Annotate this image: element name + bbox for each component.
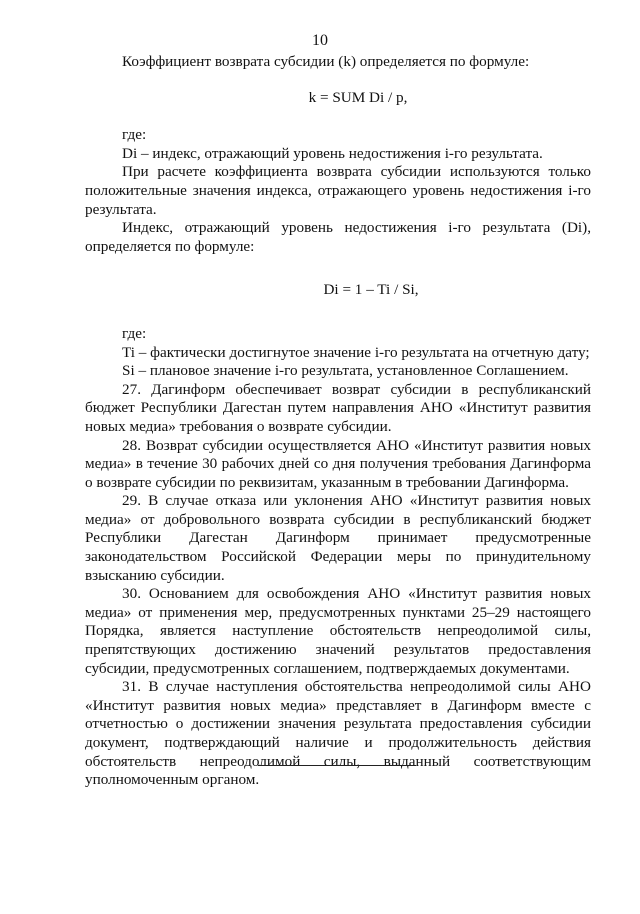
paragraph: 30. Основанием для освобождения АНО «Институт развития новых медиа» от применения мер, предусмотренных пунктами 25–29 настоящего Порядка, является наступление обстоятельств непреодолимой силы, препятствующих достижению значений результатов предоставления субсидии, предусмотренных соглашением, подтверждаемых документами. <box>85 585 591 677</box>
paragraph: Ti – фактически достигнутое значение i-го результата на отчетную дату; <box>122 343 590 361</box>
paragraph: 28. Возврат субсидии осуществляется АНО «Институт развития новых медиа» в течение 30 рабочих дней со дня получения требования Дагинформа о возврате субсидии по реквизитам, указанным в требовании Дагинформа. <box>85 436 591 491</box>
paragraph: Di – индекс, отражающий уровень недостижения i-го результата. <box>122 144 543 162</box>
page-number: 10 <box>312 32 328 49</box>
paragraph: где: <box>122 324 147 342</box>
paragraph: При расчете коэффициента возврата субсидии используются только положительные значения индекса, отражающего уровень недостижения i-го результата. <box>85 163 591 218</box>
paragraph: Индекс, отражающий уровень недостижения i-го результата (Di), определяется по формуле: <box>85 219 591 255</box>
end-separator-line <box>258 765 416 766</box>
paragraph: Si – плановое значение i-го результата, установленное Соглашением. <box>122 362 569 380</box>
paragraph: 29. В случае отказа или уклонения АНО «Институт развития новых медиа» от добровольного возврата субсидии в республиканский бюджет Республики Дагестан Дагинформ принимает предусмотренные законодательством Российской Федерации меры по принудительному взысканию субсидии. <box>85 492 591 584</box>
formula: k = SUM Di / p, <box>308 88 408 106</box>
document-body <box>85 53 591 790</box>
paragraph: Коэффициент возврата субсидии (k) определяется по формуле: <box>122 53 530 70</box>
paragraph: где: <box>122 126 147 144</box>
paragraph: 27. Дагинформ обеспечивает возврат субсидии в республиканский бюджет Республики Дагестан путем направления АНО «Институт развития новых медиа» требования о возврате субсидии. <box>85 380 591 435</box>
paragraph: 31. В случае наступления обстоятельства непреодолимой силы АНО «Институт развития новых медиа» представляет в Дагинформ вместе с отчетностью о достижении значения результата предоставления субсидии документ, подтверждающий наличие и продолжительность действия обстоятельств непреодолимой силы, выданный соответствующим уполномоченным органом. <box>85 678 591 789</box>
formula: Di = 1 – Ti / Si, <box>323 281 419 299</box>
